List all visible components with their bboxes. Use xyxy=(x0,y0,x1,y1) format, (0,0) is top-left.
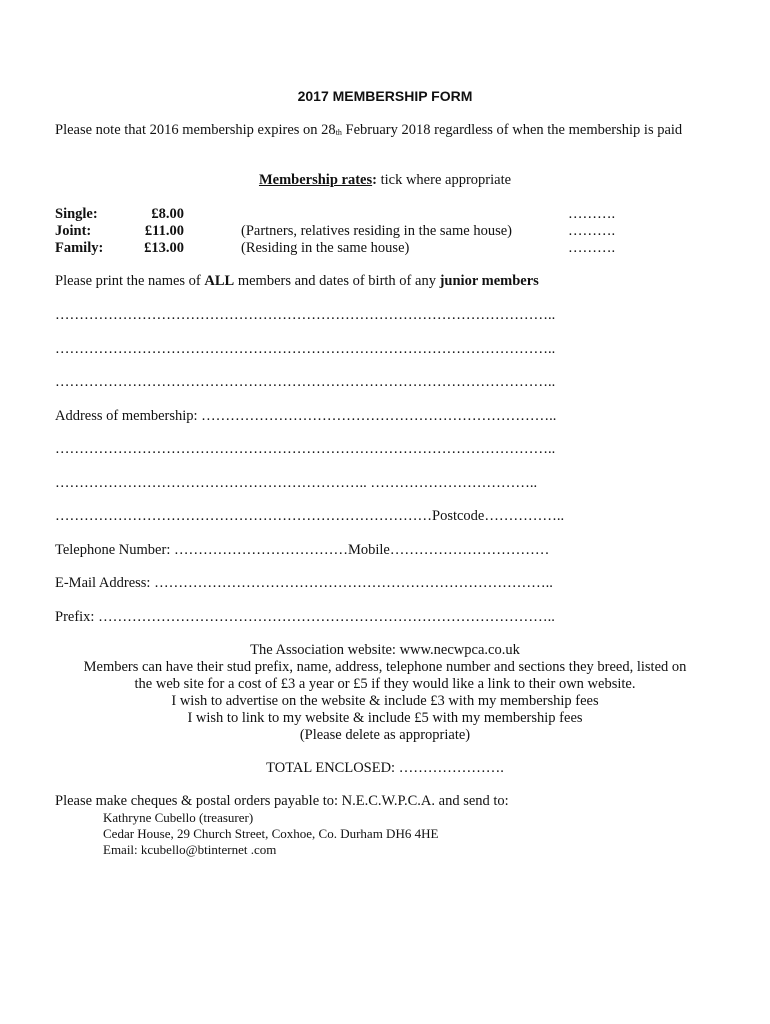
rate-price: £8.00 xyxy=(151,206,184,222)
payable-instruction: Please make cheques & postal orders payable to: N.E.C.W.P.C.A. and send to: xyxy=(55,793,509,809)
membership-expiry-note xyxy=(55,122,715,140)
rate-tick-field[interactable]: ………. xyxy=(568,206,616,222)
rates-heading xyxy=(0,172,770,189)
rate-description: (Residing in the same house) xyxy=(241,240,410,256)
print-names-text-2: members and dates of birth of any xyxy=(234,273,440,289)
rate-description: (Partners, relatives residing in the same house) xyxy=(241,223,512,239)
members-info-line-2: the web site for a cost of £3 a year or £5 if they would like a link to their own website. xyxy=(134,676,636,692)
link-option: I wish to link to my website & include £5 with my membership fees xyxy=(187,710,583,726)
print-names-all: ALL xyxy=(204,273,235,289)
note-text-start: Please note that 2016 membership expires on 28 xyxy=(55,122,336,138)
rates-heading-rest: tick where appropriate xyxy=(376,172,512,188)
rate-label: Joint: xyxy=(55,223,92,239)
rate-label: Family: xyxy=(55,240,104,256)
address-line-3[interactable]: ……………………………………………………….. …………………………….. xyxy=(55,475,538,491)
treasurer-address: Cedar House, 29 Church Street, Coxhoe, Co. Durham DH6 4HE xyxy=(103,826,439,841)
print-names-junior: junior members xyxy=(439,273,539,289)
telephone-mobile-field[interactable]: Telephone Number: ………………………………Mobile…………………………… xyxy=(55,542,550,558)
rates-heading-bold: Membership rates xyxy=(258,172,373,188)
rate-price: £13.00 xyxy=(144,240,184,256)
note-text-end: February 2018 regardless of when the membership is paid xyxy=(341,122,683,138)
rate-label: Single: xyxy=(55,206,98,222)
members-info-line-1: Members can have their stud prefix, name, address, telephone number and sections they breed, listed on xyxy=(83,659,687,675)
treasurer-email: Email: kcubello@btinternet .com xyxy=(103,842,277,857)
email-field[interactable]: E-Mail Address: ……………………………………………………………………….. xyxy=(55,575,553,591)
rate-tick-field[interactable]: ………. xyxy=(568,240,616,256)
rate-row-single xyxy=(0,206,770,223)
form-title: 2017 MEMBERSHIP FORM xyxy=(297,88,473,104)
address-line-2[interactable]: ………………………………………………………………………………………….. xyxy=(55,441,556,457)
treasurer-name: Kathryne Cubello (treasurer) xyxy=(103,810,254,825)
rates-heading-colon: : xyxy=(372,172,377,188)
rate-price: £11.00 xyxy=(144,223,184,239)
delete-note: (Please delete as appropriate) xyxy=(299,727,471,743)
print-names-instruction xyxy=(55,273,735,290)
member-name-line-3[interactable]: ………………………………………………………………………………………….. xyxy=(55,374,556,390)
rate-tick-field[interactable]: ………. xyxy=(568,223,616,239)
website-info xyxy=(0,642,770,744)
print-names-text-1: Please print the names of xyxy=(55,273,205,289)
address-field[interactable]: Address of membership: ……………………………………………………………….. xyxy=(55,408,557,424)
total-enclosed-field[interactable]: TOTAL ENCLOSED: …………………. xyxy=(266,760,504,776)
website-line: The Association website: www.necwpca.co.uk xyxy=(250,642,520,658)
member-name-line-2[interactable]: ………………………………………………………………………………………….. xyxy=(55,341,556,357)
member-name-line-1[interactable]: ………………………………………………………………………………………….. xyxy=(55,307,556,323)
prefix-field[interactable]: Prefix: ………………………………………………………………………………….. xyxy=(55,609,555,625)
note-superscript: th xyxy=(335,128,342,137)
postcode-field[interactable]: ……………………………………………………………………Postcode…………….. xyxy=(55,508,565,524)
advertise-option: I wish to advertise on the website & include £3 with my membership fees xyxy=(171,693,599,709)
rate-row-family xyxy=(0,240,770,257)
rate-row-joint xyxy=(0,223,770,240)
